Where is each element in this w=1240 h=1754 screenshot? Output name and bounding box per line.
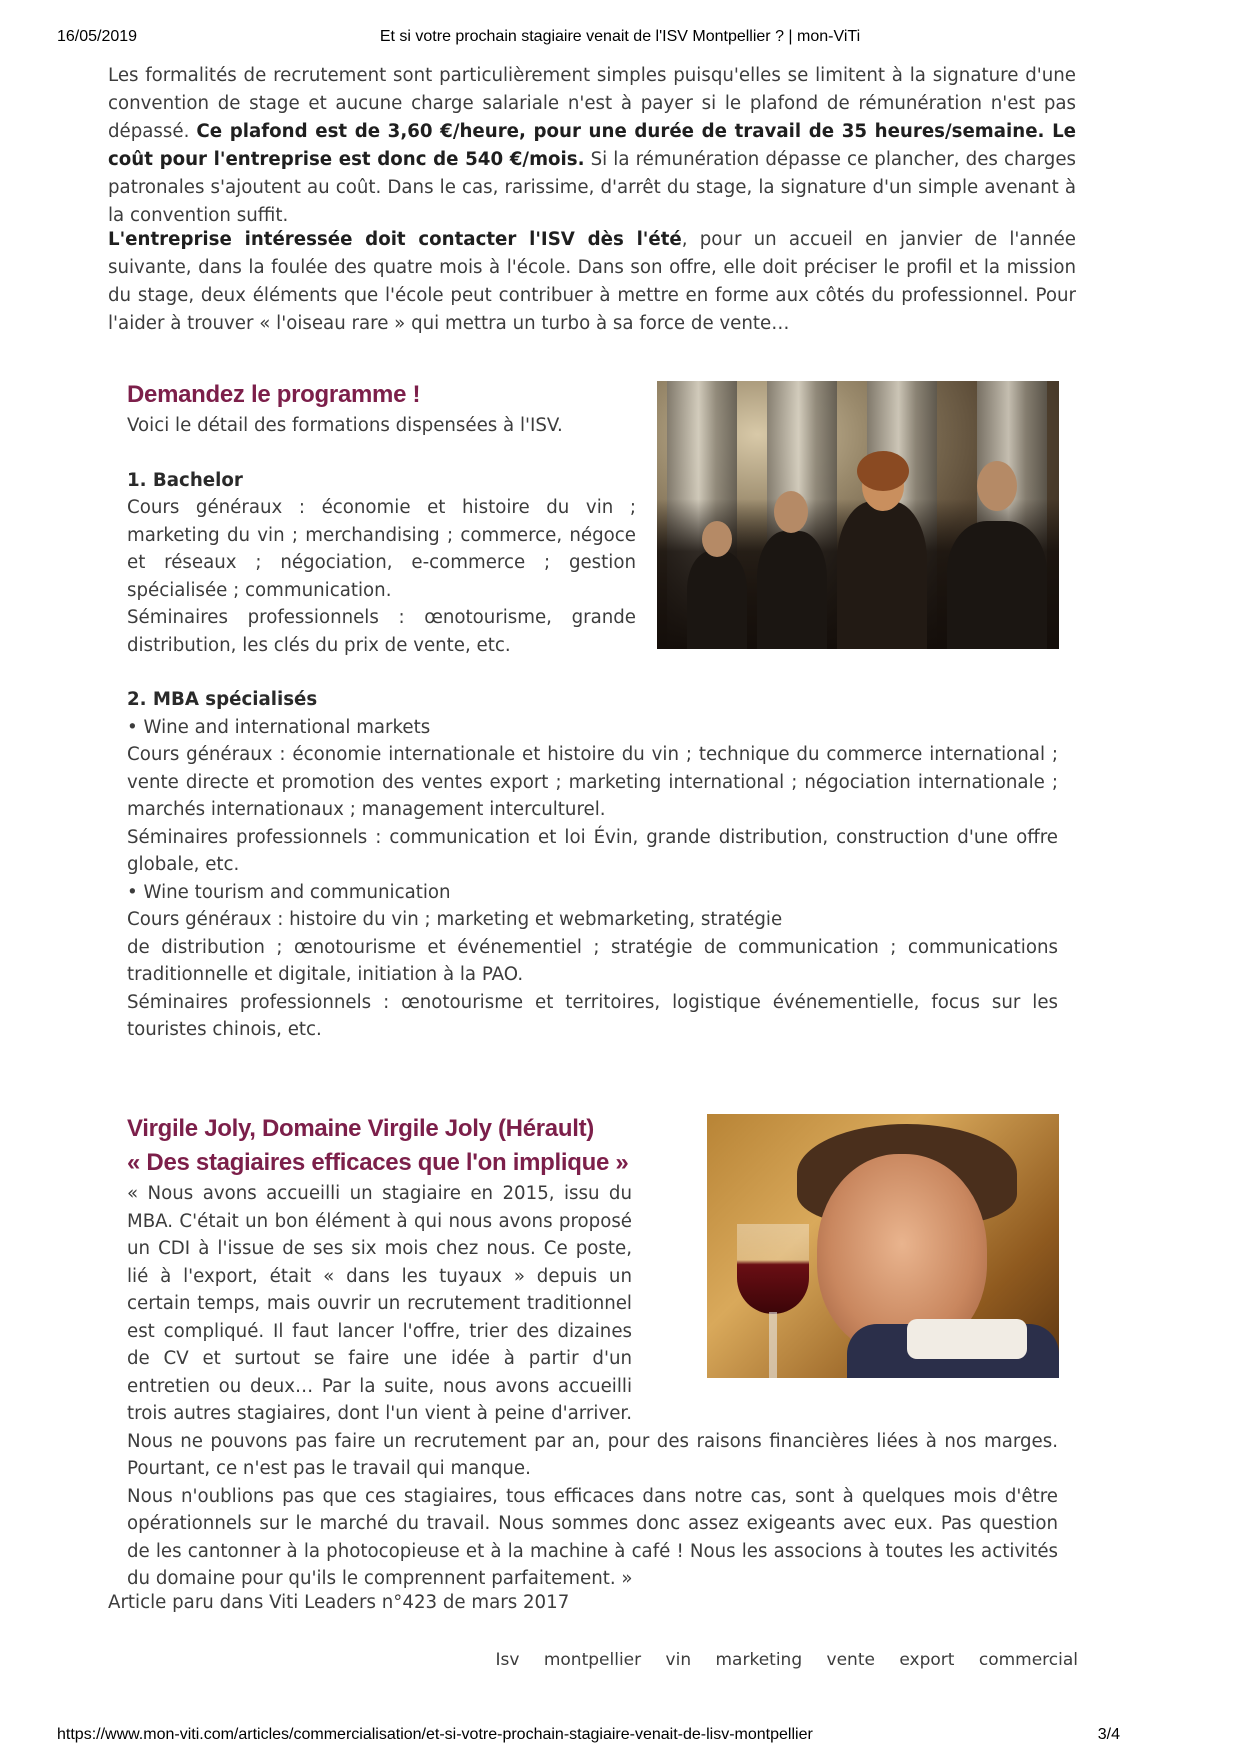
programme-intro: Voici le détail des formations dispensées à l'ISV. [127, 415, 563, 436]
mba2-courses-b: de distribution ; œnotourisme et événementiel ; stratégie de communication ; communications traditionnelle et digitale, initiation à la PAO. [127, 936, 1058, 985]
bachelor-seminars: Séminaires professionnels : œnotourisme, grande distribution, les clés du prix de vente, etc. [127, 607, 636, 656]
mba1-courses: Cours généraux : économie internationale et histoire du vin ; technique du commerce international ; vente directe et promotion des ventes export ; marketing international ; négociation internationale ; marchés internationaux ; management interculturel. [127, 744, 1058, 820]
interview-title-quote: « Des stagiaires efficaces que l'on implique » [127, 1149, 629, 1176]
intro-text: , pour un accueil en janvier de l'année suivante, dans la foulée des quatre mois à l'école. Dans son offre, elle doit préciser le profil et la mission du stage, deux éléments que l'école peut contribuer à mettre en forme aux côtés du professionnel. Pour l'aider à trouver « l'oiseau rare » qui mettra un turbo à sa force de vente… [108, 229, 1077, 334]
intro-text: Les formalités de recrutement sont particulièrement simples puisqu'elles se limitent à la signature d'une convention de stage et aucune charge salariale n'est à payer si le plafond de rémunération n'est pas dépassé. [108, 65, 1076, 142]
tag-link[interactable]: marketing [715, 1650, 803, 1670]
interview-title-name: Virgile Joly, Domaine Virgile Joly (Hérault) [127, 1115, 594, 1142]
intro-bold: L'entreprise intéressée doit contacter l'ISV dès l'été [108, 229, 682, 250]
tag-link[interactable]: Isv [495, 1650, 520, 1670]
mba1-seminars: Séminaires professionnels : communication et loi Évin, grande distribution, construction d'une offre globale, etc. [127, 826, 1058, 875]
tag-link[interactable]: vente [826, 1650, 875, 1670]
print-header [0, 28, 1240, 50]
intro-bold: Ce plafond est de 3,60 €/heure, pour une durée de travail de 35 heures/semaine. Le coût pour l'entreprise est donc de 540 €/mois. [108, 121, 1076, 170]
mba-title: 2. MBA spécialisés [127, 689, 318, 710]
print-url: https://www.mon-viti.com/articles/commercialisation/et-si-votre-prochain-stagiaire-venait-de-lisv-montpellier [57, 1726, 813, 1743]
print-date: 16/05/2019 [57, 28, 138, 45]
print-footer [0, 1726, 1240, 1746]
print-page-title: Et si votre prochain stagiaire venait de l'ISV Montpellier ? | mon-ViTi [379, 28, 861, 45]
print-page-number: 3/4 [1097, 1726, 1120, 1743]
tag-link[interactable]: vin [665, 1650, 692, 1670]
intro-paragraph-1 [108, 62, 1076, 230]
bachelor-courses: Cours généraux : économie et histoire du vin ; marketing du vin ; merchandising ; commerce, négoce et réseaux ; négociation, e-commerce ; gestion spécialisée ; communication. [127, 497, 636, 601]
students-photo [657, 381, 1059, 649]
interview-quote-2: Nous n'oublions pas que ces stagiaires, tous efficaces dans notre cas, sont à quelques mois d'être opérationnels sur le marché du travail. Nous sommes donc assez exigeants avec eux. Pas question de les cantonner à la photocopieuse et à la machine à café ! Nous les associons à toutes les activités du domaine pour qu'ils le comprennent parfaitement. » [127, 1485, 1058, 1589]
tag-link[interactable]: montpellier [543, 1650, 642, 1670]
intro-text: Si la rémunération dépasse ce plancher, des charges patronales s'ajoutent au coût. Dans le cas, rarissime, d'arrêt du stage, la signature d'un simple avenant à la convention suffit. [108, 149, 1076, 226]
intro-paragraph-2 [108, 226, 1076, 338]
interview-quote-1: « Nous avons accueilli un stagiaire en 2015, issu du MBA. C'était un bon élément à qui nous avons proposé un CDI à l'issue de ses six mois chez nous. Ce poste, lié à l'export, était « dans les tuyaux » depuis un certain temps, mais ouvrir un recrutement traditionnel est compliqué. Il faut lancer l'offre, trier des dizaines de CV et surtout se faire une idée à partir d'un entretien ou deux… Par la suite, nous avons accueilli trois autres stagiaires, dont l'un vient à peine d'arriver. Nous ne pouvons pas faire un recrutement par an, pour des raisons financières liées à nos marges. Pourtant, ce n'est pas le travail qui manque. [127, 1183, 1058, 1479]
programme-title: Demandez le programme ! [127, 381, 421, 408]
tag-link[interactable]: export [899, 1650, 955, 1670]
mba2-name: • Wine tourism and communication [127, 881, 451, 903]
tag-link[interactable]: commercial [978, 1650, 1078, 1670]
tag-list [477, 1650, 1079, 1670]
virgile-joly-portrait [707, 1114, 1059, 1378]
bachelor-title: 1. Bachelor [127, 469, 243, 491]
article-citation: Article paru dans Viti Leaders n°423 de mars 2017 [108, 1592, 570, 1613]
mba2-courses-a: Cours généraux : histoire du vin ; marketing et webmarketing, stratégie [127, 909, 783, 930]
mba1-name: • Wine and international markets [127, 716, 431, 738]
mba2-seminars: Séminaires professionnels : œnotourisme et territoires, logistique événementielle, focus sur les touristes chinois, etc. [127, 991, 1058, 1040]
